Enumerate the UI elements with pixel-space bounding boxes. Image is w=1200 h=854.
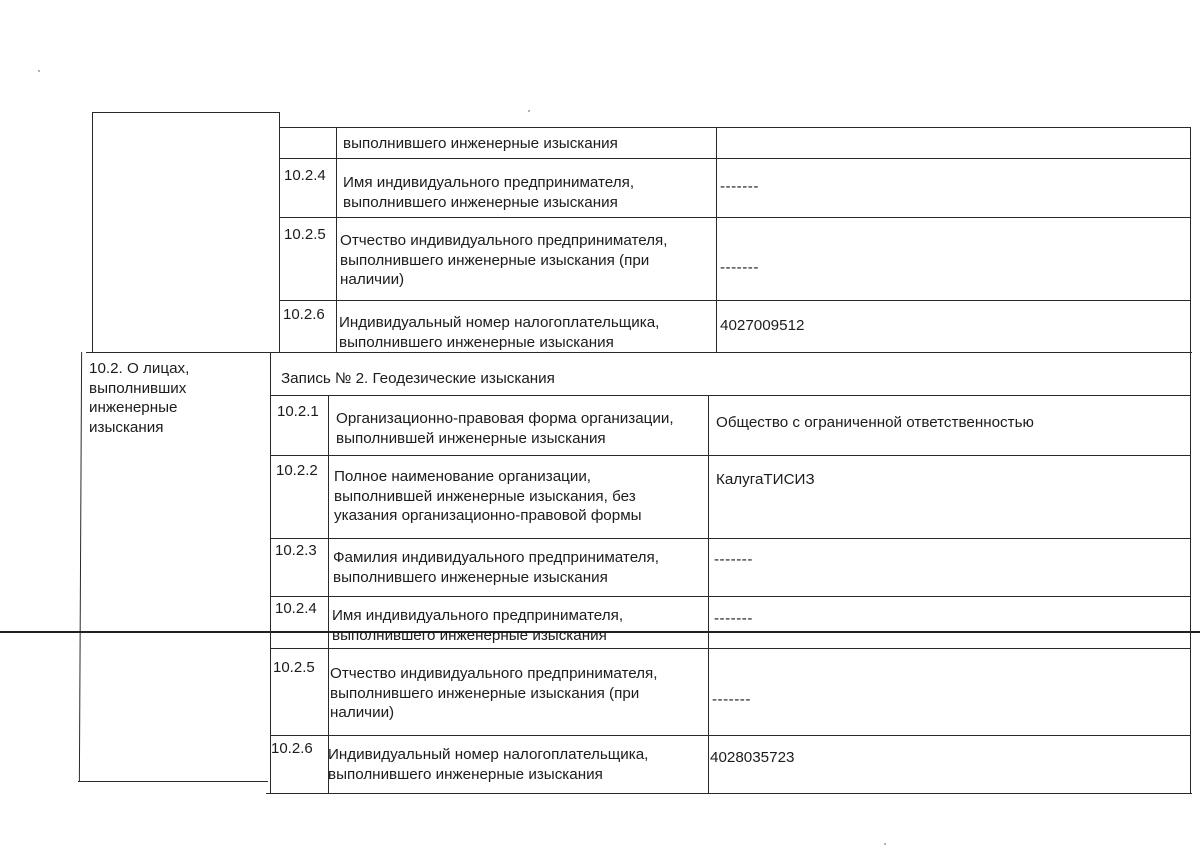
row-value: 4028035723: [710, 749, 795, 766]
scan-speck: [38, 70, 40, 72]
scan-speck: [528, 110, 530, 112]
table-left-border-lower: [79, 352, 83, 782]
table-bottom-border-right: [266, 793, 1192, 794]
record-title: Запись № 2. Геодезические изыскания: [281, 370, 555, 387]
section-divider: [86, 352, 1192, 353]
row-line: [270, 395, 1190, 396]
row-line: [270, 455, 1190, 456]
row-line: [270, 596, 1190, 597]
row-value: -------: [714, 551, 753, 568]
row-code: 10.2.1: [277, 403, 319, 420]
col-line-value-upper: [716, 127, 717, 353]
table-top-border-right: [280, 127, 1190, 128]
table-top-border-left: [92, 112, 280, 113]
row-label: Отчество индивидуального предпринимателя, выполнившего инженерные изыскания (при наличии): [340, 232, 668, 288]
row-line: [280, 158, 1190, 159]
row-code: 10.2.4: [275, 600, 317, 617]
table-bottom-border-left: [78, 781, 268, 782]
row-label: Фамилия индивидуального предпринимателя, выполнившего инженерные изыскания: [333, 549, 659, 586]
row-label: Имя индивидуального предпринимателя, выполнившего инженерные изыскания: [343, 174, 635, 211]
row-value: -------: [712, 691, 751, 708]
row-value: -------: [720, 259, 759, 276]
row-line: [270, 648, 1190, 649]
col-line-code-lower: [270, 352, 271, 793]
row-line: [280, 217, 1190, 218]
row-label: Полное наименование организации, выполнившей инженерные изыскания, без указания организационно-правовой формы: [334, 468, 642, 524]
row-label: Организационно-правовая форма организации, выполнившей инженерные изыскания: [336, 410, 674, 447]
row-code: 10.2.6: [283, 306, 325, 323]
continued-label-fragment: выполнившего инженерные изыскания: [343, 135, 618, 152]
scan-speck: [884, 843, 886, 845]
row-code: 10.2.2: [276, 462, 318, 479]
row-code: 10.2.5: [284, 226, 326, 243]
row-label: Имя индивидуального предпринимателя, выполнившего инженерные изыскания: [332, 607, 624, 644]
row-code: 10.2.4: [284, 167, 326, 184]
table-right-border: [1190, 127, 1191, 793]
row-line: [280, 300, 1190, 301]
row-value: 4027009512: [720, 317, 805, 334]
col-line-label-upper: [336, 127, 337, 353]
row-code: 10.2.6: [271, 740, 313, 757]
table-left-border-upper: [92, 112, 93, 353]
row-label: Отчество индивидуального предпринимателя, выполнившего инженерные изыскания (при наличии): [330, 665, 658, 721]
row-code: 10.2.3: [275, 542, 317, 559]
row-code: 10.2.5: [273, 659, 315, 676]
row-value: -------: [714, 610, 753, 627]
col-line-code-upper: [279, 112, 280, 353]
row-label: Индивидуальный номер налогоплательщика, выполнившего инженерные изыскания: [339, 314, 660, 351]
section-label: 10.2. О лицах, выполнивших инженерные изыскания: [89, 360, 190, 436]
row-value: -------: [720, 178, 759, 195]
row-value: КалугаТИСИЗ: [716, 471, 815, 488]
row-line: [270, 538, 1190, 539]
row-value: Общество с ограниченной ответственностью: [716, 414, 1034, 431]
row-label: Индивидуальный номер налогоплательщика, выполнившего инженерные изыскания: [328, 746, 649, 783]
row-line: [270, 735, 1190, 736]
